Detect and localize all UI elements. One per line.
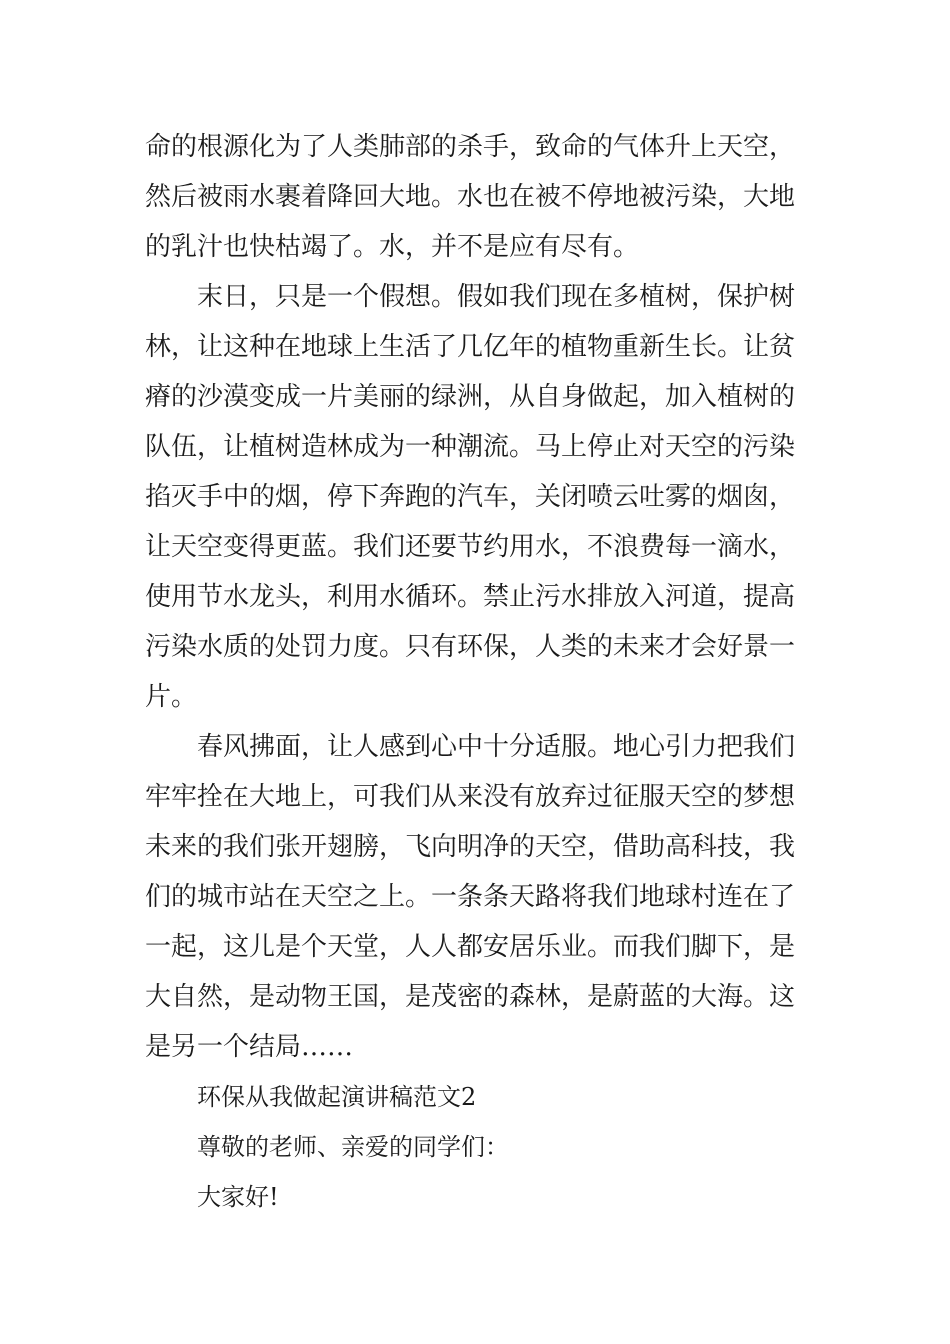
text-line: 大自然，是动物王国，是茂密的森林，是蔚蓝的大海。这 <box>145 982 796 1012</box>
text-line: 末日，只是一个假想。假如我们现在多植树，保护树 <box>197 282 796 312</box>
text-line: 使用节水龙头，利用水循环。禁止污水排放入河道，提高 <box>145 582 796 612</box>
paragraph-3 <box>145 722 815 1072</box>
paragraph-1 <box>145 122 815 272</box>
salutation: 尊敬的老师、亲爱的同学们： <box>197 1133 509 1161</box>
salutation-block <box>145 1122 815 1172</box>
text-line: 春风拂面，让人感到心中十分适服。地心引力把我们 <box>197 732 796 762</box>
text-line: 瘠的沙漠变成一片美丽的绿洲，从自身做起，加入植树的 <box>145 382 796 412</box>
section-heading-block <box>145 1072 815 1122</box>
text-line: 污染水质的处罚力度。只有环保，人类的未来才会好景一 <box>145 632 796 662</box>
text-line: 片。 <box>145 682 198 712</box>
text-line: 然后被雨水裹着降回大地。水也在被不停地被污染，大地 <box>145 182 796 212</box>
text-line: 是另一个结局…… <box>145 1032 354 1062</box>
text-line: 未来的我们张开翅膀，飞向明净的天空，借助高科技，我 <box>145 832 796 862</box>
text-line: 牢牢拴在大地上，可我们从来没有放弃过征服天空的梦想 <box>145 782 796 812</box>
text-line: 让天空变得更蓝。我们还要节约用水，不浪费每一滴水， <box>145 532 796 562</box>
text-line: 们的城市站在天空之上。一条条天路将我们地球村连在了 <box>145 882 796 912</box>
text-line: 掐灭手中的烟，停下奔跑的汽车，关闭喷云吐雾的烟囱， <box>145 482 796 512</box>
text-line: 林，让这种在地球上生活了几亿年的植物重新生长。让贫 <box>145 332 796 362</box>
greeting: 大家好! <box>197 1183 279 1211</box>
text-line: 队伍，让植树造林成为一种潮流。马上停止对天空的污染 <box>145 432 796 462</box>
document-body <box>145 122 815 1222</box>
text-line: 命的根源化为了人类肺部的杀手，致命的气体升上天空， <box>145 132 796 162</box>
paragraph-2 <box>145 272 815 722</box>
text-line: 一起，这儿是个天堂，人人都安居乐业。而我们脚下，是 <box>145 932 796 962</box>
section-heading: 环保从我做起演讲稿范文2 <box>197 1083 477 1111</box>
text-line: 的乳汁也快枯竭了。水，并不是应有尽有。 <box>145 232 640 262</box>
greeting-block <box>145 1172 815 1222</box>
